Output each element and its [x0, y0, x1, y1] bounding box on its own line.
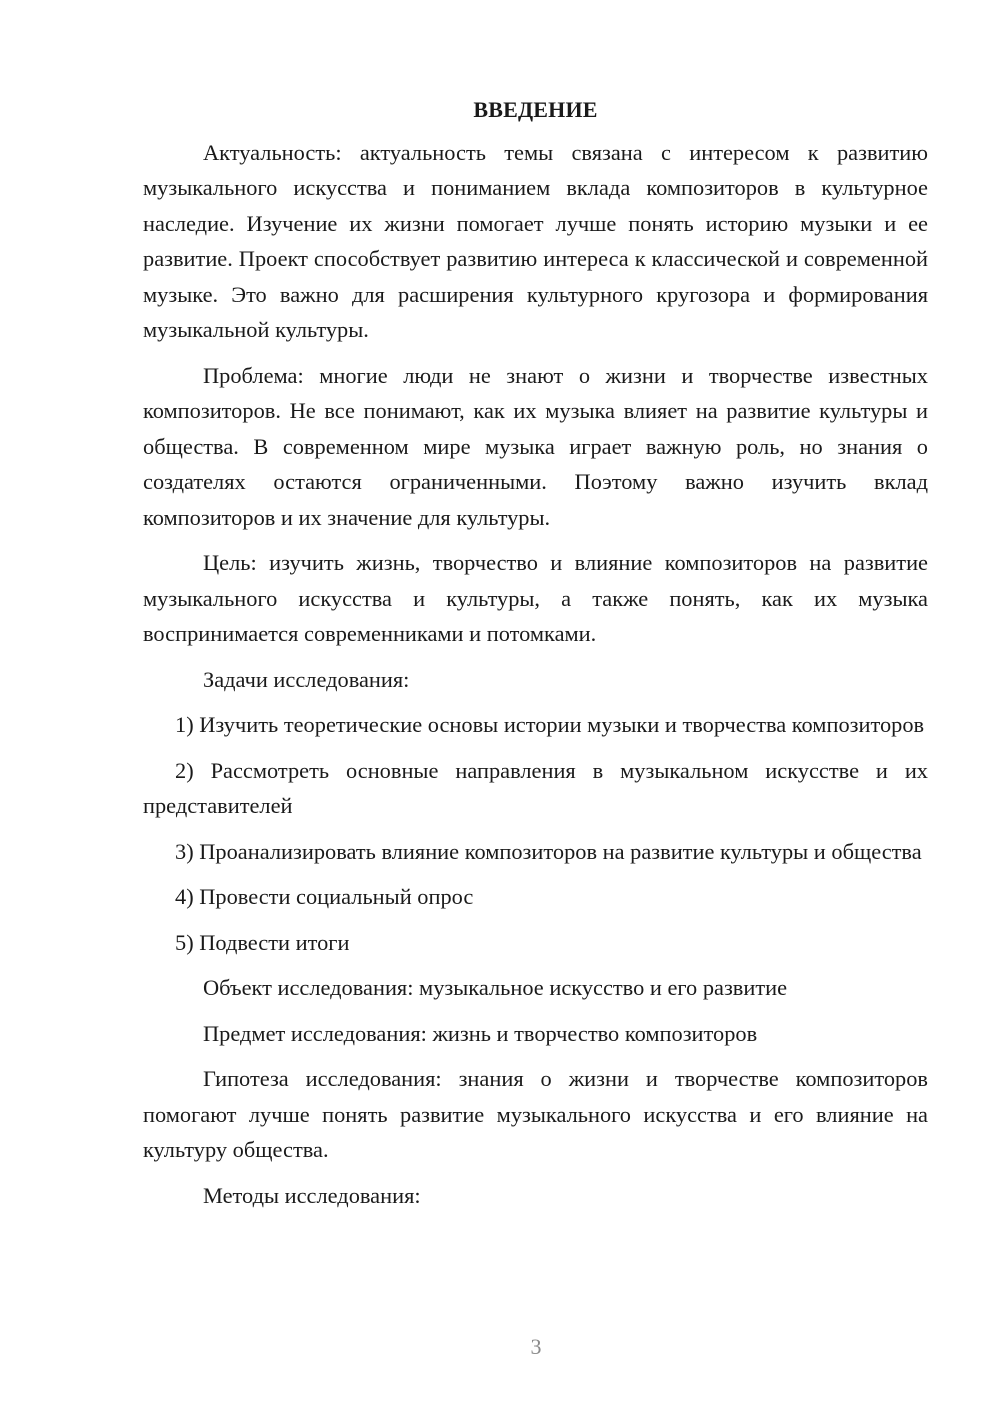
paragraph-relevance: Актуальность: актуальность темы связана с интересом к развитию музыкального искусства и пониманием вклада композиторов в культурное наследие. Изучение их жизни помогает лучше понять историю музыки и ее развитие. Проект способствует развитию интереса к классической и современной музыке. Это важно для расширения культурного кругозора и формирования музыкальной культуры.	[143, 139, 928, 342]
document-body	[143, 92, 928, 1223]
list-item: 5) Подвести итоги	[175, 929, 350, 955]
list-item: 3) Проанализировать влияние композиторов на развитие культуры и общества	[175, 838, 922, 864]
research-hypothesis: Гипотеза исследования: знания о жизни и творчестве композиторов помогают лучше понять развитие музыкального искусства и его влияние на культуру общества.	[143, 1066, 928, 1162]
research-subject: Предмет исследования: жизнь и творчество композиторов	[203, 1020, 758, 1046]
page-number: 3	[530, 1334, 542, 1359]
list-item: 1) Изучить теоретические основы истории музыки и творчества композиторов	[175, 712, 925, 737]
page-title: ВВЕДЕНИЕ	[473, 97, 598, 122]
list-item: 4) Провести социальный опрос	[175, 884, 474, 909]
list-item: 2) Рассмотреть основные направления в музыкальном искусстве и их представителей	[143, 757, 928, 818]
paragraph-problem: Проблема: многие люди не знают о жизни и творчестве известных композиторов. Не все понимают, как их музыка влияет на развитие культуры и общества. В современном мире музыка играет важную роль, но знания о создателях остаются ограниченными. Поэтому важно изучить вклад композиторов и их значение для культуры.	[143, 362, 928, 530]
methods-title: Методы исследования:	[203, 1182, 421, 1208]
tasks-title: Задачи исследования:	[203, 666, 410, 692]
research-object: Объект исследования: музыкальное искусство и его развитие	[203, 975, 788, 1000]
paragraph-goal: Цель: изучить жизнь, творчество и влияние композиторов на развитие музыкального искусства и культуры, а также понять, как их музыка воспринимается современниками и потомками.	[143, 550, 928, 646]
